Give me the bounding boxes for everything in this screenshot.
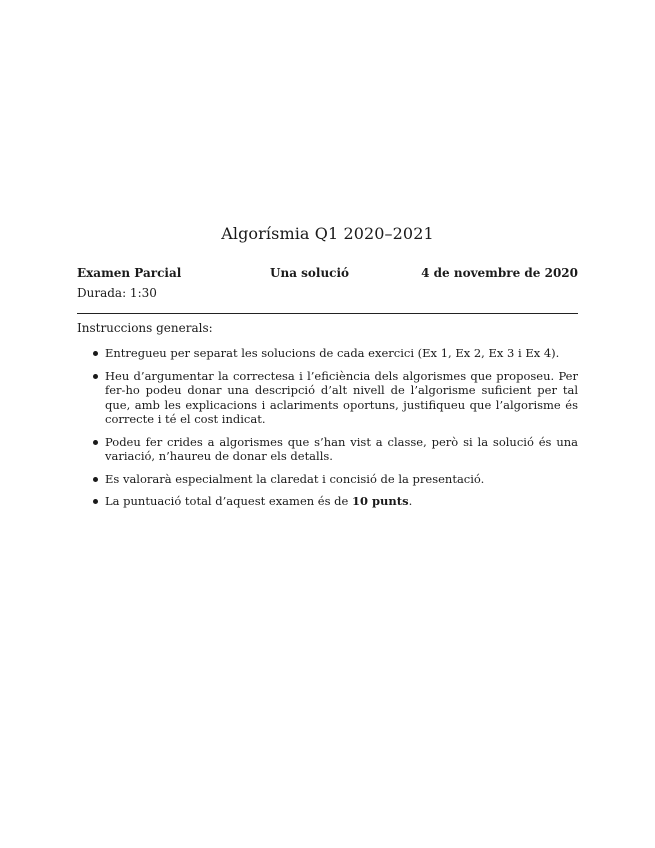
- bullet-icon: [93, 351, 98, 356]
- list-item: [77, 369, 578, 427]
- instructions-heading: Instruccions generals:: [77, 321, 213, 335]
- bullet-icon: [93, 440, 98, 445]
- exam-date: 4 de novembre de 2020: [421, 266, 578, 280]
- exam-solution-label: Una solució: [270, 266, 350, 280]
- list-item-text: Es valorarà especialment la claredat i concisió de la presentació.: [105, 471, 485, 486]
- list-item: [77, 472, 578, 487]
- list-item-text-prefix: La puntuació total d’aquest examen és de: [105, 494, 352, 508]
- header-divider: [77, 313, 578, 314]
- list-item: [77, 494, 578, 509]
- list-item-text-suffix: .: [408, 494, 413, 508]
- exam-type: Examen Parcial: [77, 266, 182, 280]
- bullet-icon: [93, 499, 98, 504]
- list-item-text: Heu d’argumentar la correctesa i l’eficiència dels algorismes que proposeu. Per fer-ho podeu donar una descripció d’alt nivell de l’algorisme suficient per tal que, amb les explicacions i aclariments oportuns, justifiqueu que l’algorisme és correcte i té el cost indicat.: [105, 368, 578, 426]
- exam-header: [77, 266, 578, 284]
- instructions-list: [77, 346, 578, 517]
- exam-duration: Durada: 1:30: [77, 286, 157, 300]
- total-points: 10 punts: [352, 494, 409, 508]
- bullet-icon: [93, 477, 98, 482]
- list-item-text: Podeu fer crides a algorismes que s’han vist a classe, però si la solució és una variació, n’haureu de donar els detalls.: [105, 434, 578, 463]
- list-item: [77, 346, 578, 361]
- document-title: Algorísmia Q1 2020–2021: [221, 224, 434, 243]
- list-item: [77, 435, 578, 464]
- list-item-text: Entregueu per separat les solucions de cada exercici (Ex 1, Ex 2, Ex 3 i Ex 4).: [105, 346, 560, 360]
- bullet-icon: [93, 374, 98, 379]
